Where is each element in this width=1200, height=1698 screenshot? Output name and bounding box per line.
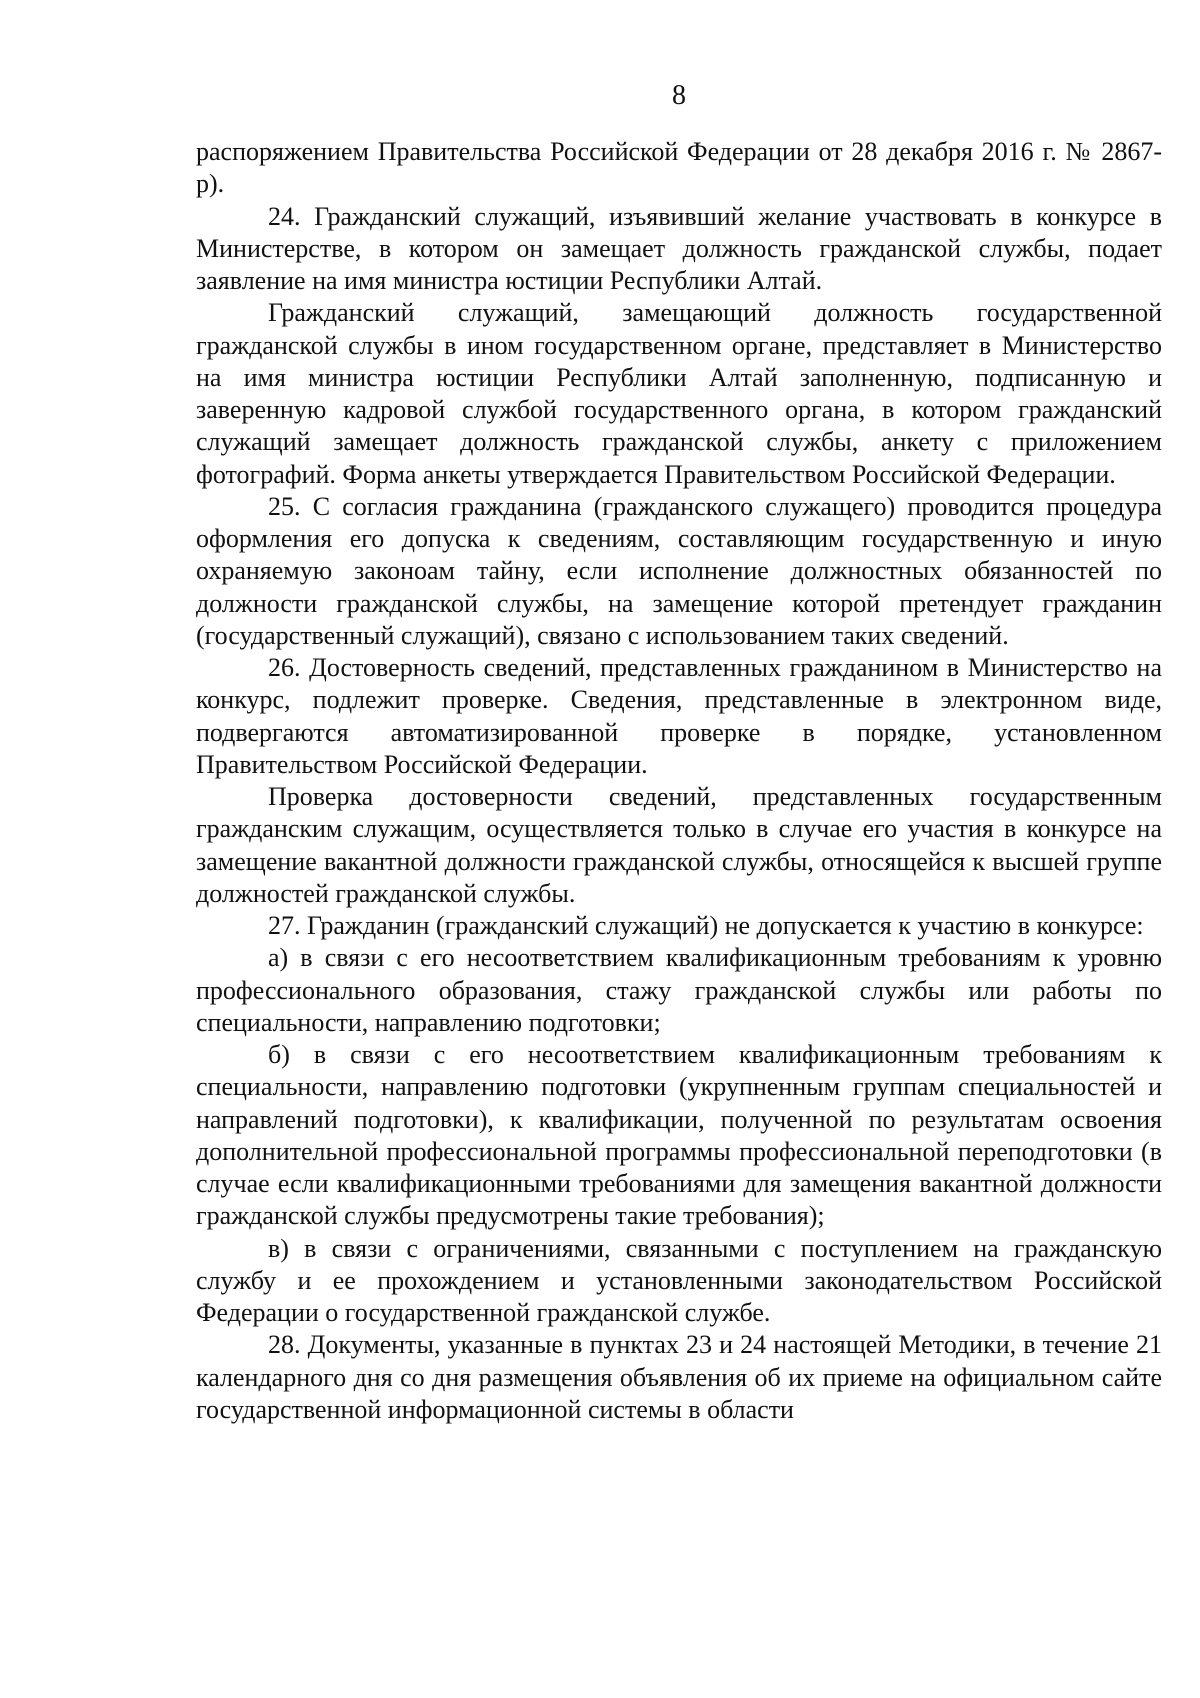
paragraph-27: 27. Гражданин (гражданский служащий) не допускается к участию в конкурсе: [268, 911, 1144, 940]
paragraph-27-item-a: а) в связи с его несоответствием квалификационным требованиям к уровню профессионального образования, стажу гражданской службы или работы по специальности, направлению подготовки; [196, 943, 1162, 1037]
paragraph-28: 28. Документы, указанные в пунктах 23 и 24 настоящей Методики, в течение 21 календарного дня со дня размещения объявления об их приеме на официальном сайте государственной информационной системы в области [196, 1330, 1162, 1424]
paragraph-27-item-c: в) в связи с ограничениями, связанными с поступлением на гражданскую службу и ее прохождением и установленными законодательством Российской Федерации о государственной гражданской службе. [196, 1233, 1162, 1327]
paragraph-26-part-2: Проверка достоверности сведений, представленных государственным гражданским служащим, осуществляется только в случае его участия в конкурсе на замещение вакантной должности гражданской службы, относящейся к высшей группе должностей гражданской службы. [196, 782, 1162, 908]
paragraph-continuation: распоряжением Правительства Российской Федерации от 28 декабря 2016 г. № 2867-р). [196, 137, 1162, 199]
paragraph-26: 26. Достоверность сведений, представленных гражданином в Министерство на конкурс, подлежит проверке. Сведения, представленные в электронном виде, подвергаются автоматизированной проверке в порядке, установленном Правительством Российской Федерации. [196, 653, 1162, 779]
paragraph-24-part-2: Гражданский служащий, замещающий должность государственной гражданской службы в ином государственном органе, представляет в Министерство на имя министра юстиции Республики Алтай заполненную, подписанную и заверенную кадровой службой государственного органа, в котором гражданский служащий замещает должность гражданской службы, анкету с приложением фотографий. Форма анкеты утверждается Правительством Российской Федерации. [196, 298, 1162, 489]
paragraph-27-item-b: б) в связи с его несоответствием квалификационным требованиям к специальности, направлению подготовки (укрупненным группам специальностей и направлений подготовки), к квалификации, полученной по результатам освоения дополнительной профессиональной программы профессиональной переподготовки (в случае если квалификационными требованиями для замещения вакантной должности гражданской службы предусмотрены такие требования); [196, 1040, 1162, 1231]
document-body [196, 136, 1162, 1426]
paragraph-24: 24. Гражданский служащий, изъявивший желание участвовать в конкурсе в Министерстве, в котором он замещает должность гражданской службы, подает заявление на имя министра юстиции Республики Алтай. [196, 201, 1162, 295]
page-number: 8 [672, 80, 686, 111]
paragraph-25: 25. С согласия гражданина (гражданского служащего) проводится процедура оформления его допуска к сведениям, составляющим государственную и иную охраняемую законоам тайну, если исполнение должностных обязанностей по должности гражданской службы, на замещение которой претендует гражданин (государственный служащий), связано с использованием таких сведений. [196, 491, 1162, 650]
